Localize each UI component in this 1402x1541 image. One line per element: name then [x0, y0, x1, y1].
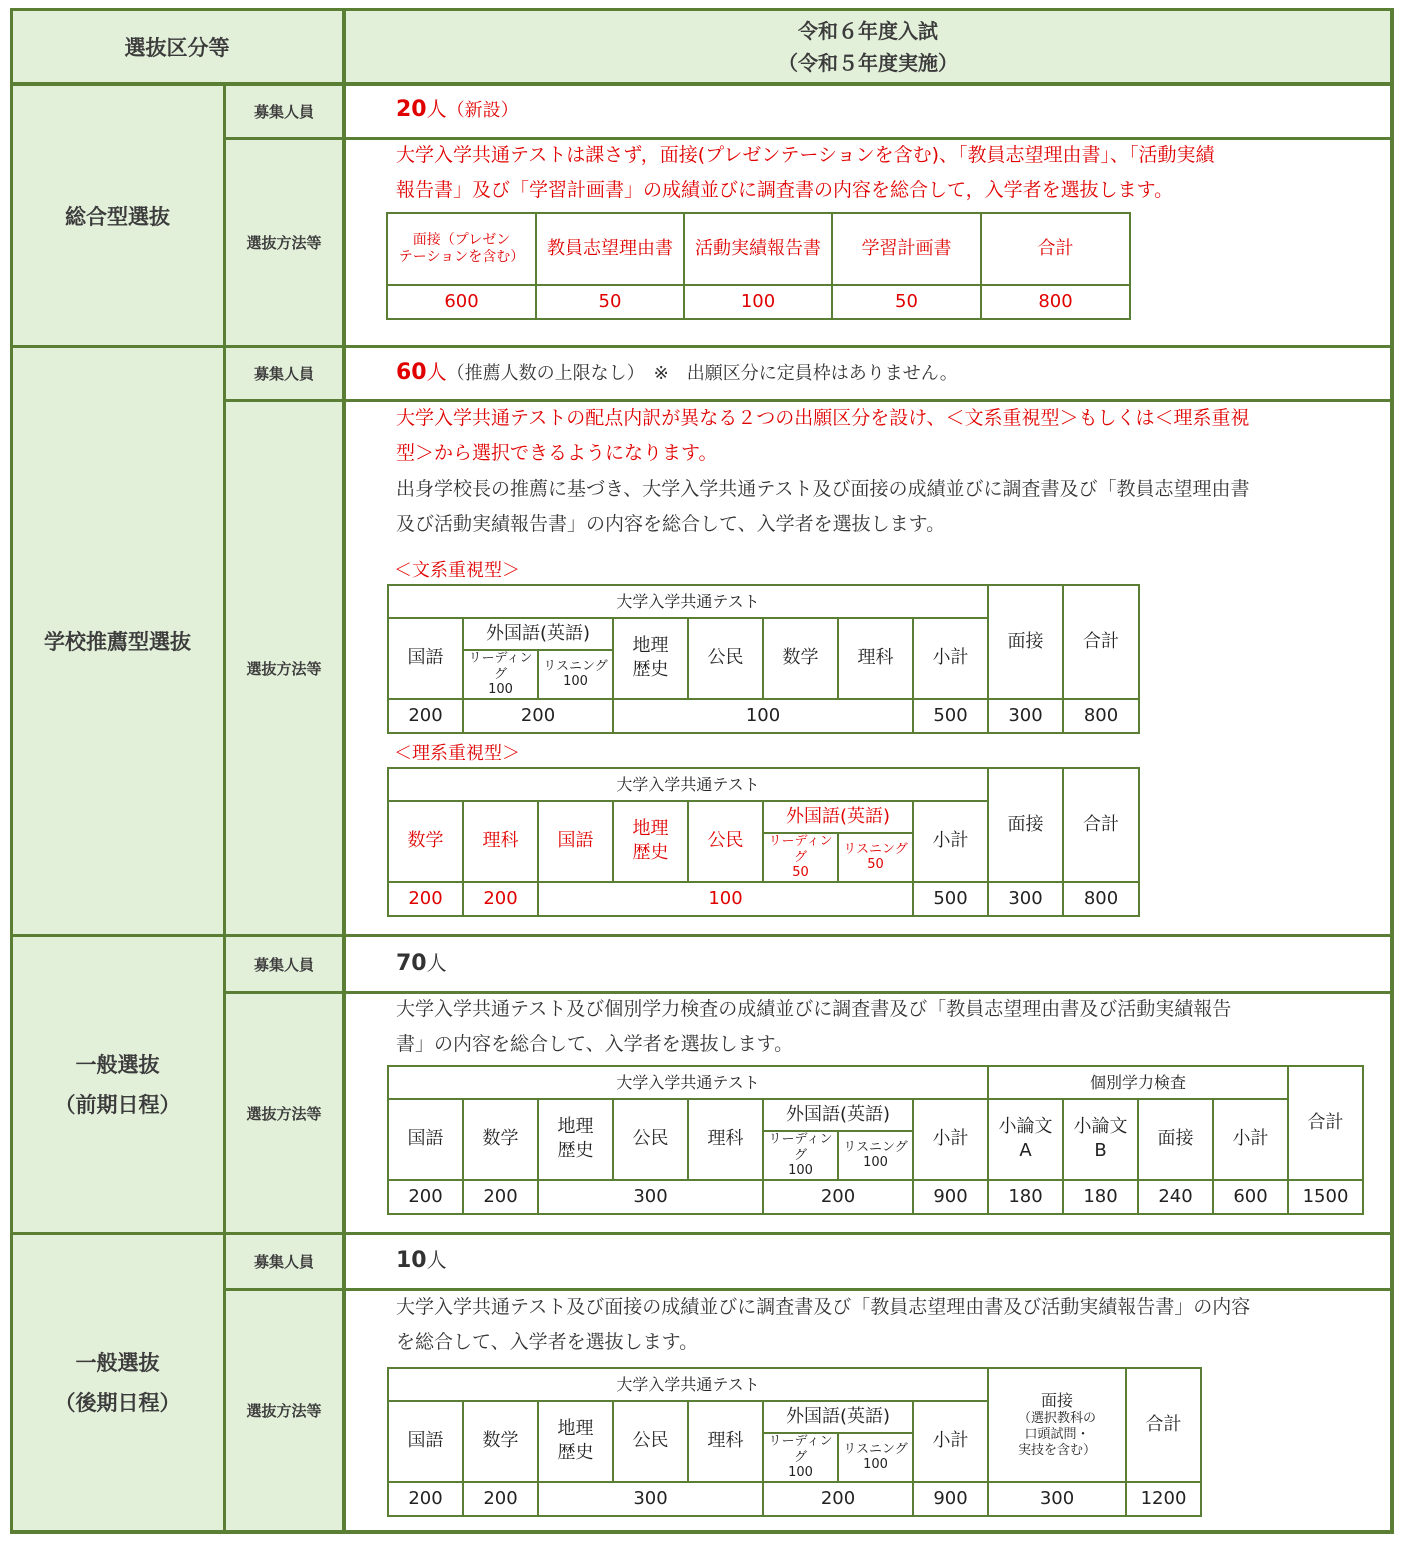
label-recruit-sogo: 募集人員: [226, 86, 342, 137]
label-recruit-koki: 募集人員: [226, 1235, 342, 1288]
sogo-th-katsudo: 活動実績報告書: [684, 213, 832, 285]
koki-th-gaikoku: 外国語(英語): [763, 1401, 913, 1433]
label-method-gakko: 選抜方法等: [226, 402, 342, 934]
zenki-v-kokugo: 200: [388, 1180, 463, 1214]
category-zenki-1: 一般選抜: [75, 1052, 160, 1077]
koki-th-listening: リスニング 100: [838, 1433, 913, 1482]
koki-recruit-num: 10: [396, 1248, 427, 1273]
label-recruit-gakko: 募集人員: [226, 348, 342, 399]
zenki-v-gokei: 1500: [1288, 1180, 1363, 1214]
koki-v-kokugo: 200: [388, 1482, 463, 1516]
sogo-th-gakushu: 学習計画書: [832, 213, 981, 285]
koki-th-shokei: 小計: [913, 1401, 988, 1482]
rikei-v-gokei: 800: [1063, 882, 1139, 916]
category-sogo: 総合型選抜: [12, 86, 223, 345]
zenki-recruit-num: 70: [396, 951, 427, 976]
rikei-th-rika: 理科: [463, 801, 538, 882]
label-recruit-zenki: 募集人員: [226, 937, 342, 991]
bunkei-table: [387, 584, 1140, 734]
zenki-v-mensetsu: 240: [1138, 1180, 1213, 1214]
zenki-th-shokei: 小計: [913, 1099, 988, 1180]
zenki-desc-1: 大学入学共通テスト及び個別学力検査の成績並びに調査書及び「教員志望理由書及び活動実績報告: [396, 998, 1232, 1020]
rikei-th-komin: 公民: [688, 801, 763, 882]
koki-th-chiri: 地理 歴史: [538, 1401, 613, 1482]
bunkei-th-gaikoku: 外国語(英語): [463, 618, 613, 650]
sogo-th-gokei: 合計: [981, 213, 1130, 285]
bunkei-label: ＜文系重視型＞: [394, 560, 520, 581]
bunkei-th-gokei: 合計: [1063, 585, 1139, 699]
koki-desc-1: 大学入学共通テスト及び面接の成績並びに調査書及び「教員志望理由書及び活動実績報告書」の内容: [396, 1296, 1251, 1318]
zenki-table: [387, 1065, 1364, 1215]
rikei-th-reading: リーディング 50: [763, 833, 838, 882]
koki-th-gokei: 合計: [1126, 1368, 1201, 1482]
gakko-desc-1: 大学入学共通テストの配点内訳が異なる２つの出願区分を設け、＜文系重視型＞もしくは＜理系重視: [396, 407, 1250, 429]
koki-th-reading: リーディング 100: [763, 1433, 838, 1482]
gakko-recruit-unit: 人: [426, 360, 447, 384]
header-year-sub: （令和５年度実施）: [778, 50, 958, 75]
label-method-sogo: 選抜方法等: [226, 140, 342, 345]
gakko-desc-3: 出身学校長の推薦に基づき、大学入学共通テスト及び面接の成績並びに調査書及び「教員志望理由書: [396, 478, 1250, 500]
zenki-th-shoron-a: 小論文 A: [988, 1099, 1063, 1180]
sogo-recruit-note: （新設）: [446, 100, 519, 121]
category-koki-1: 一般選抜: [75, 1350, 160, 1375]
sogo-recruit-unit: 人: [426, 97, 447, 121]
bunkei-th-chiri: 地理 歴史: [613, 618, 688, 699]
koki-v-gokei: 1200: [1126, 1482, 1201, 1516]
bunkei-v-kokugo: 200: [388, 699, 463, 733]
bunkei-th-rika: 理科: [838, 618, 913, 699]
zenki-recruit: [396, 946, 447, 982]
zenki-th-sugaku: 数学: [463, 1099, 538, 1180]
header-year: 令和６年度入試: [798, 18, 938, 43]
zenki-v-gaikoku: 200: [763, 1180, 913, 1214]
zenki-th-mensetsu: 面接: [1138, 1099, 1213, 1180]
rikei-v-rika: 200: [463, 882, 538, 916]
rikei-th-sugaku: 数学: [388, 801, 463, 882]
rikei-v-group: 100: [538, 882, 913, 916]
bunkei-th-reading: リーディング 100: [463, 650, 538, 699]
bunkei-th-mensetsu: 面接: [988, 585, 1063, 699]
rikei-th-test: 大学入学共通テスト: [388, 768, 988, 801]
koki-v-shokei: 900: [913, 1482, 988, 1516]
bunkei-th-test: 大学入学共通テスト: [388, 585, 988, 618]
sogo-score-table: [386, 212, 1131, 320]
label-method-zenki: 選抜方法等: [226, 994, 342, 1232]
koki-th-kokugo: 国語: [388, 1401, 463, 1482]
sogo-v5: 800: [981, 285, 1130, 319]
zenki-desc-2: 書」の内容を総合して、入学者を選抜します。: [396, 1033, 794, 1055]
bunkei-v-gokei: 800: [1063, 699, 1139, 733]
zenki-v-a: 180: [988, 1180, 1063, 1214]
bunkei-th-sugaku: 数学: [763, 618, 838, 699]
sogo-v3: 100: [684, 285, 832, 319]
rikei-th-mensetsu: 面接: [988, 768, 1063, 882]
category-gakko: 学校推薦型選抜: [12, 348, 223, 934]
koki-th-komin: 公民: [613, 1401, 688, 1482]
bunkei-th-listening: リスニング 100: [538, 650, 613, 699]
sogo-v1: 600: [387, 285, 536, 319]
rikei-label: ＜理系重視型＞: [394, 743, 520, 764]
bunkei-th-kokugo: 国語: [388, 618, 463, 699]
bunkei-th-shokei: 小計: [913, 618, 988, 699]
koki-th-rika: 理科: [688, 1401, 763, 1482]
zenki-v-group: 300: [538, 1180, 763, 1214]
zenki-th-reading: リーディング 100: [763, 1131, 838, 1180]
zenki-th-kokugo: 国語: [388, 1099, 463, 1180]
zenki-v-sugaku: 200: [463, 1180, 538, 1214]
koki-v-mensetsu: 300: [988, 1482, 1126, 1516]
sogo-recruit-num: 20: [396, 97, 427, 122]
zenki-th-listening: リスニング 100: [838, 1131, 913, 1180]
bunkei-v-shokei: 500: [913, 699, 988, 733]
koki-table: [387, 1367, 1202, 1517]
bunkei-v-gaikoku: 200: [463, 699, 613, 733]
rikei-th-chiri: 地理 歴史: [613, 801, 688, 882]
category-zenki-2: （前期日程）: [54, 1092, 181, 1117]
zenki-v-shokei2: 600: [1213, 1180, 1288, 1214]
koki-th-mensetsu: 面接 （選択教科の 口頭試問・ 実技を含む）: [988, 1368, 1126, 1482]
header-col2: [345, 10, 1391, 83]
koki-desc-2: を総合して、入学者を選抜します。: [396, 1331, 699, 1353]
header-col1: 選抜区分等: [12, 10, 342, 83]
zenki-th-test: 大学入学共通テスト: [388, 1066, 988, 1099]
sogo-recruit: [396, 92, 519, 128]
zenki-th-gokei: 合計: [1288, 1066, 1363, 1180]
sogo-th-shibou: 教員志望理由書: [536, 213, 684, 285]
bunkei-v-mensetsu: 300: [988, 699, 1063, 733]
rikei-table: [387, 767, 1140, 917]
rikei-v-sugaku: 200: [388, 882, 463, 916]
zenki-v-b: 180: [1063, 1180, 1138, 1214]
rikei-th-kokugo: 国語: [538, 801, 613, 882]
category-koki-2: （後期日程）: [54, 1390, 181, 1415]
sogo-v2: 50: [536, 285, 684, 319]
label-method-koki: 選抜方法等: [226, 1291, 342, 1530]
koki-recruit-unit: 人: [426, 1248, 447, 1272]
gakko-recruit-note: （推薦人数の上限なし） ※ 出願区分に定員枠はありません。: [446, 363, 958, 384]
sogo-th-mensetsu: 面接（プレゼン テーションを含む）: [387, 213, 536, 285]
zenki-th-komin: 公民: [613, 1099, 688, 1180]
zenki-th-shoron-b: 小論文 B: [1063, 1099, 1138, 1180]
sogo-desc-2: 報告書」及び「学習計画書」の成績並びに調査書の内容を総合して，入学者を選抜します。: [396, 179, 1174, 201]
zenki-th-gaikoku: 外国語(英語): [763, 1099, 913, 1131]
zenki-th-shokei2: 小計: [1213, 1099, 1288, 1180]
zenki-th-rika: 理科: [688, 1099, 763, 1180]
koki-v-gaikoku: 200: [763, 1482, 913, 1516]
zenki-th-kobetsu: 個別学力検査: [988, 1066, 1288, 1099]
sogo-v4: 50: [832, 285, 981, 319]
category-zenki: [12, 937, 223, 1232]
koki-v-sugaku: 200: [463, 1482, 538, 1516]
gakko-recruit-num: 60: [396, 360, 427, 385]
koki-th-test: 大学入学共通テスト: [388, 1368, 988, 1401]
rikei-v-shokei: 500: [913, 882, 988, 916]
gakko-recruit: [396, 355, 958, 391]
rikei-th-shokei: 小計: [913, 801, 988, 882]
zenki-th-chiri: 地理 歴史: [538, 1099, 613, 1180]
gakko-desc-4: 及び活動実績報告書」の内容を総合して、入学者を選抜します。: [396, 513, 946, 535]
rikei-th-listening: リスニング 50: [838, 833, 913, 882]
koki-recruit: [396, 1243, 447, 1279]
rikei-th-gokei: 合計: [1063, 768, 1139, 882]
bunkei-th-komin: 公民: [688, 618, 763, 699]
bunkei-v-group: 100: [613, 699, 913, 733]
koki-th-sugaku: 数学: [463, 1401, 538, 1482]
zenki-v-shokei: 900: [913, 1180, 988, 1214]
koki-v-group: 300: [538, 1482, 763, 1516]
sogo-desc-1: 大学入学共通テストは課さず，面接(プレゼンテーションを含む)、「教員志望理由書」、「活動実績: [396, 144, 1215, 166]
category-koki: [12, 1235, 223, 1530]
rikei-th-gaikoku: 外国語(英語): [763, 801, 913, 833]
gakko-desc-2: 型＞から選択できるようになります。: [396, 442, 718, 464]
zenki-recruit-unit: 人: [426, 951, 447, 975]
rikei-v-mensetsu: 300: [988, 882, 1063, 916]
